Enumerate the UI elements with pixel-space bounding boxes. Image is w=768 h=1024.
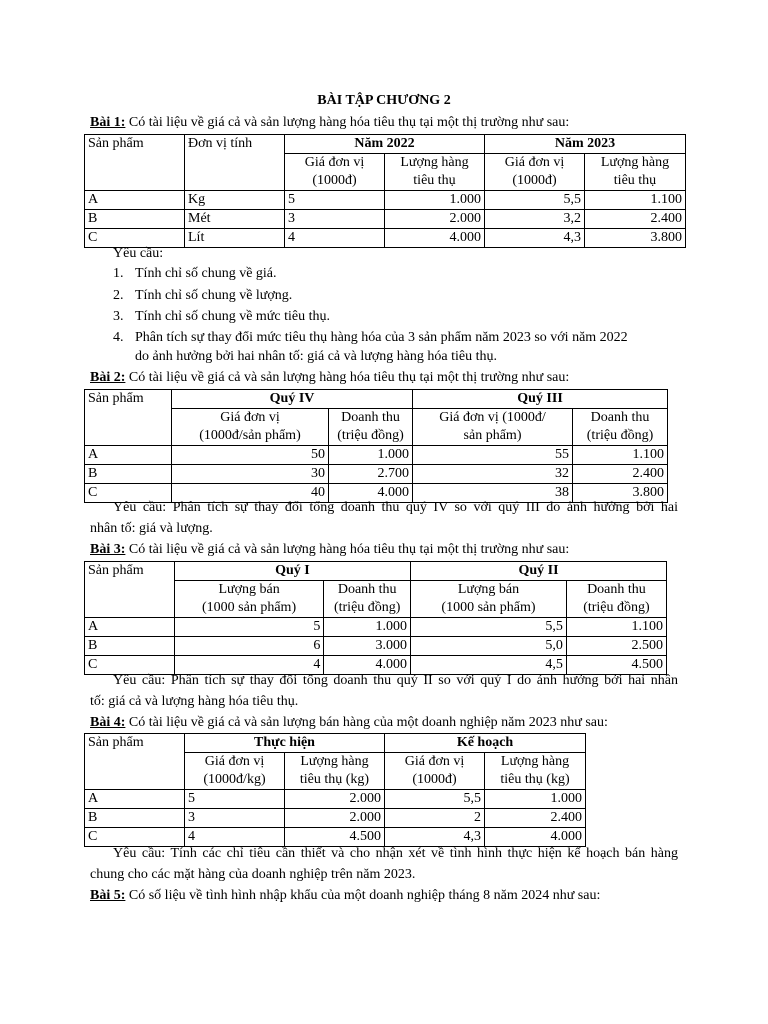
cell: 6 <box>174 637 324 656</box>
cell: 3.800 <box>573 484 668 503</box>
cell: 5,5 <box>411 618 567 637</box>
cell: C <box>85 828 185 847</box>
cell: A <box>85 790 185 809</box>
cell: C <box>85 484 172 503</box>
bai1-intro: Có tài liệu về giá cả và sản lượng hàng hóa tiêu thụ tại một thị trường như sau: <box>128 115 570 130</box>
table-row <box>85 790 586 809</box>
header-revenue: Doanh thu (triệu đồng) <box>329 409 413 446</box>
cell: 2.000 <box>385 210 485 229</box>
cell: 4,3 <box>385 828 485 847</box>
header-revenue: Doanh thu (triệu đồng) <box>324 581 411 618</box>
bai1-req-label: Yêu cầu: <box>113 246 164 261</box>
cell: C <box>85 656 175 675</box>
list-item: 4. Phân tích sự thay đổi mức tiêu thụ hàng hóa của 3 sản phẩm năm 2023 so với năm 2022 <box>113 330 628 345</box>
bai2-intro: Có tài liệu về giá cả và sản lượng hàng hóa tiêu thụ tại một thị trường như sau: <box>128 370 570 385</box>
bai2-intro-line <box>90 369 678 387</box>
cell: 2 <box>385 809 485 828</box>
bai3-intro-line <box>90 541 678 559</box>
cell: 38 <box>413 484 573 503</box>
header-price: Giá đơn vị (1000đ/sản phẩm) <box>172 409 329 446</box>
cell: 4,3 <box>485 229 585 248</box>
cell: 1.000 <box>329 446 413 465</box>
table-row <box>85 465 668 484</box>
cell: 5,0 <box>411 637 567 656</box>
bai1-table <box>84 134 686 248</box>
header-group-2023: Năm 2023 <box>485 135 686 154</box>
header-quantity: Lượng hàng tiêu thụ (kg) <box>485 753 586 790</box>
cell: 2.000 <box>285 790 385 809</box>
cell: B <box>85 210 185 229</box>
bai2-label: Bài 2: <box>90 370 126 385</box>
bai2-requirement-cont: nhân tố: giá và lượng. <box>90 521 213 536</box>
cell: 5,5 <box>485 191 585 210</box>
cell: 32 <box>413 465 573 484</box>
cell: 2.700 <box>329 465 413 484</box>
bai1-intro-line <box>90 114 678 132</box>
cell: A <box>85 446 172 465</box>
header-price: Giá đơn vị (1000đ/ sản phẩm) <box>413 409 573 446</box>
header-quantity: Lượng hàng tiêu thụ (kg) <box>285 753 385 790</box>
cell: 4.500 <box>566 656 666 675</box>
header-group-2022: Năm 2022 <box>285 135 485 154</box>
cell: 3 <box>285 210 385 229</box>
header-group-quy-iii: Quý III <box>413 390 668 409</box>
header-group-plan: Kế hoạch <box>385 734 586 753</box>
table-row <box>85 210 686 229</box>
header-group-actual: Thực hiện <box>185 734 385 753</box>
header-revenue: Doanh thu (triệu đồng) <box>566 581 666 618</box>
cell: 2.000 <box>285 809 385 828</box>
cell: Mét <box>185 210 285 229</box>
cell: B <box>85 809 185 828</box>
cell: 40 <box>172 484 329 503</box>
bai3-requirement-cont: tố: giá cả và lượng hàng hóa tiêu thụ. <box>90 694 299 709</box>
table-row <box>85 446 668 465</box>
header-price-2022: Giá đơn vị (1000đ) <box>285 154 385 191</box>
table-subheader-row <box>85 409 668 446</box>
cell: 2.400 <box>573 465 668 484</box>
header-qty-2022: Lượng hàng tiêu thụ <box>385 154 485 191</box>
header-product: Sản phẩm <box>85 390 172 446</box>
cell: 4 <box>174 656 324 675</box>
cell: Lít <box>185 229 285 248</box>
cell: 30 <box>172 465 329 484</box>
table-row <box>85 828 586 847</box>
cell: 5,5 <box>385 790 485 809</box>
header-price: Giá đơn vị (1000đ/kg) <box>185 753 285 790</box>
bai2-table <box>84 389 668 503</box>
header-price: Giá đơn vị (1000đ) <box>385 753 485 790</box>
header-quantity: Lượng bán (1000 sản phẩm) <box>411 581 567 618</box>
table-header-row <box>85 135 686 154</box>
table-header-row <box>85 734 586 753</box>
cell: 4.500 <box>285 828 385 847</box>
cell: 5 <box>185 790 285 809</box>
header-group-quy-iv: Quý IV <box>172 390 413 409</box>
header-revenue: Doanh thu (triệu đồng) <box>573 409 668 446</box>
table-row <box>85 637 667 656</box>
header-unit: Đơn vị tính <box>185 135 285 191</box>
list-item-continuation: do ảnh hưởng bởi hai nhân tố: giá cả và lượng hàng hóa tiêu thụ. <box>135 349 498 364</box>
cell: B <box>85 637 175 656</box>
bai4-intro-line <box>90 714 678 732</box>
header-product: Sản phẩm <box>85 135 185 191</box>
cell: A <box>85 618 175 637</box>
cell: 1.100 <box>566 618 666 637</box>
table-header-row <box>85 562 667 581</box>
cell: A <box>85 191 185 210</box>
cell: B <box>85 465 172 484</box>
list-item: 2. Tính chỉ số chung về lượng. <box>113 288 293 303</box>
bai3-table <box>84 561 667 675</box>
cell: 50 <box>172 446 329 465</box>
bai2-requirement: Yêu cầu: Phân tích sự thay đổi tổng doanh thu quý IV so với quý III do ảnh hưởng bởi hai <box>113 500 678 515</box>
cell: 1.100 <box>585 191 686 210</box>
cell: 4.000 <box>385 229 485 248</box>
cell: 2.500 <box>566 637 666 656</box>
bai5-intro: Có số liệu về tình hình nhập khẩu của một doanh nghiệp tháng 8 năm 2024 như sau: <box>128 888 601 903</box>
cell: 4.000 <box>324 656 411 675</box>
header-qty-2023: Lượng hàng tiêu thụ <box>585 154 686 191</box>
bai4-label: Bài 4: <box>90 715 126 730</box>
cell: 55 <box>413 446 573 465</box>
list-item: 1. Tính chỉ số chung về giá. <box>113 266 277 281</box>
header-quantity: Lượng bán (1000 sản phẩm) <box>174 581 324 618</box>
cell: 4 <box>285 229 385 248</box>
bai4-requirement-cont: chung cho các mặt hàng của doanh nghiệp trên năm 2023. <box>90 867 416 882</box>
cell: 1.000 <box>385 191 485 210</box>
header-product: Sản phẩm <box>85 562 175 618</box>
cell: 5 <box>174 618 324 637</box>
cell: 1.000 <box>324 618 411 637</box>
bai3-intro: Có tài liệu về giá cả và sản lượng hàng hóa tiêu thụ tại một thị trường như sau: <box>128 542 570 557</box>
bai3-requirement: Yêu cầu: Phân tích sự thay đổi tổng doanh thu quý II so với quý I do ảnh hưởng bởi hai nhân <box>113 673 678 688</box>
table-row <box>85 618 667 637</box>
header-group-quy-ii: Quý II <box>411 562 667 581</box>
cell: 1.000 <box>485 790 586 809</box>
header-price-2023: Giá đơn vị (1000đ) <box>485 154 585 191</box>
cell: C <box>85 229 185 248</box>
bai4-requirement: Yêu cầu: Tính các chỉ tiêu cần thiết và cho nhận xét về tình hình thực hiện kế hoạch bán hàng <box>113 846 678 861</box>
cell: 2.400 <box>585 210 686 229</box>
page-title: BÀI TẬP CHƯƠNG 2 <box>317 93 451 108</box>
cell: 5 <box>285 191 385 210</box>
cell: 3.800 <box>585 229 686 248</box>
table-header-row <box>85 390 668 409</box>
cell: 3.000 <box>324 637 411 656</box>
cell: 4.000 <box>329 484 413 503</box>
cell: 1.100 <box>573 446 668 465</box>
table-row <box>85 809 586 828</box>
bai4-intro: Có tài liệu về giá cả và sản lượng bán hàng của một doanh nghiệp năm 2023 như sau: <box>128 715 608 730</box>
cell: 2.400 <box>485 809 586 828</box>
bai3-label: Bài 3: <box>90 542 126 557</box>
bai1-label: Bài 1: <box>90 115 126 130</box>
bai5-intro-line <box>90 887 678 905</box>
list-item: 3. Tính chỉ số chung về mức tiêu thụ. <box>113 309 330 324</box>
bai4-table <box>84 733 586 847</box>
cell: Kg <box>185 191 285 210</box>
bai5-label: Bài 5: <box>90 888 126 903</box>
cell: 3 <box>185 809 285 828</box>
cell: 4,5 <box>411 656 567 675</box>
header-group-quy-i: Quý I <box>174 562 410 581</box>
cell: 3,2 <box>485 210 585 229</box>
header-product: Sản phẩm <box>85 734 185 790</box>
table-row <box>85 191 686 210</box>
cell: 4.000 <box>485 828 586 847</box>
cell: 4 <box>185 828 285 847</box>
